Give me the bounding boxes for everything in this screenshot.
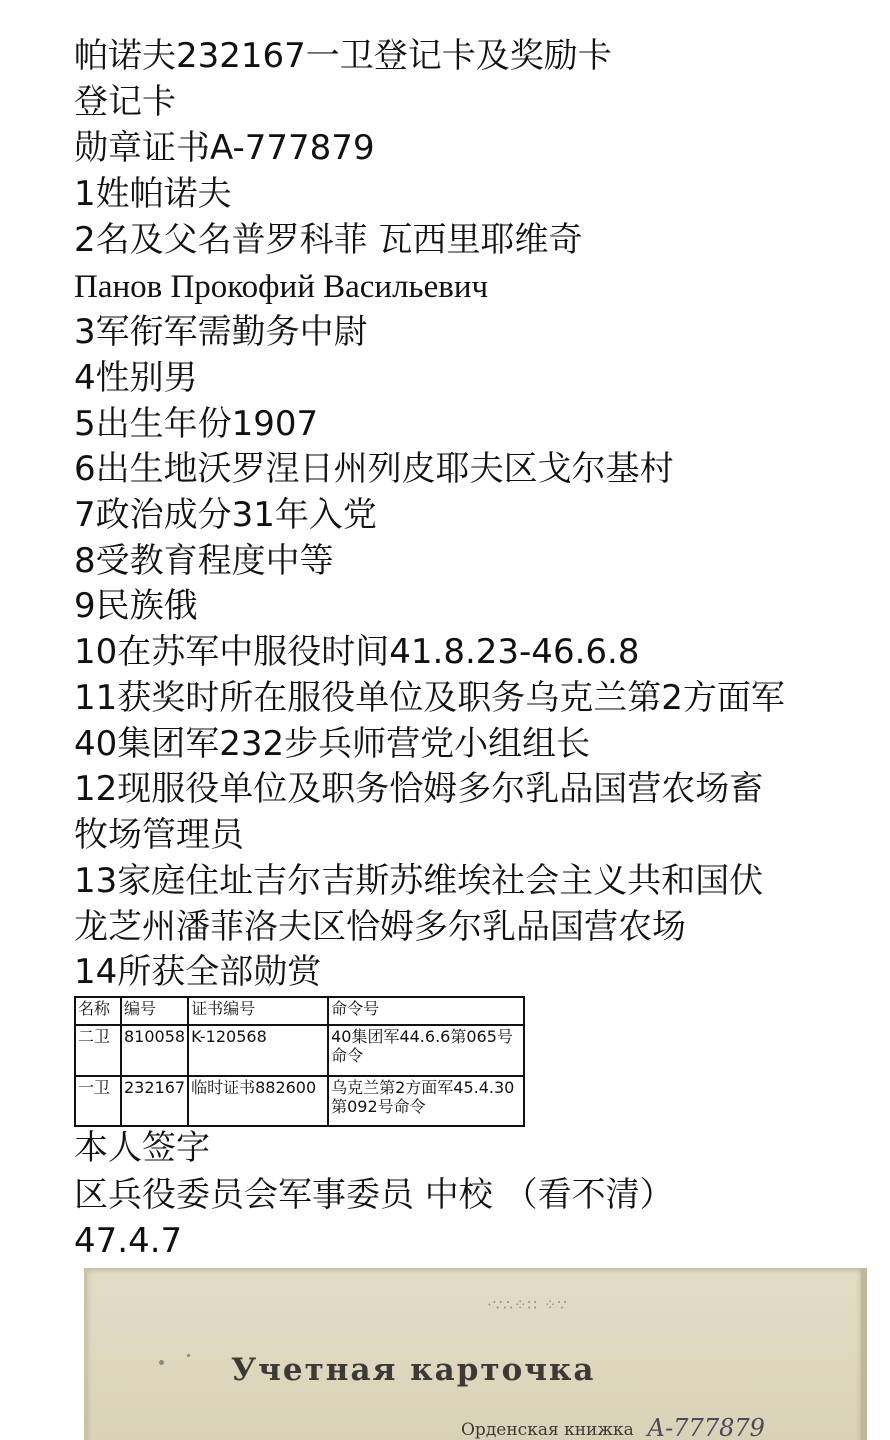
- hole-mark: [187, 1354, 190, 1357]
- field-education: 8受教育程度中等: [74, 541, 334, 581]
- field-sex: 4性别男: [74, 358, 198, 398]
- original-card-photo: [84, 1268, 867, 1440]
- cell-name: 一卫: [75, 1076, 121, 1126]
- field-surname: 1姓帕诺夫: [74, 174, 232, 214]
- field-birthplace: 6出生地沃罗涅日州列皮耶夫区戈尔基村: [74, 449, 674, 489]
- cell-name: 二卫: [75, 1025, 121, 1076]
- hole-mark: [159, 1360, 164, 1365]
- doc-title: 帕诺夫232167一卫登记卡及奖励卡: [74, 36, 612, 76]
- field-current-unit-cont: 牧场管理员: [74, 815, 244, 855]
- field-birth-year: 5出生年份1907: [74, 404, 319, 444]
- field-service-period: 10在苏军中服役时间41.8.23-46.6.8: [74, 632, 640, 672]
- doc-subtitle: 登记卡: [74, 82, 176, 122]
- header-order: 命令号: [328, 997, 524, 1025]
- russian-name: Панов Прокофий Васильевич: [74, 269, 489, 305]
- field-awards-heading: 14所获全部勋赏: [74, 952, 322, 992]
- table-row: [75, 1025, 524, 1076]
- header-cert: 证书编号: [188, 997, 328, 1025]
- awards-table: [74, 996, 525, 1127]
- field-rank: 3军衔军需勤务中尉: [74, 312, 368, 352]
- field-unit-award: 11获奖时所在服役单位及职务乌克兰第2方面军: [74, 678, 785, 718]
- card-handwritten-number: А-777879: [647, 1414, 765, 1440]
- faded-stamp: ·∵∴⁘∷ ⁘∵: [487, 1296, 568, 1314]
- header-name: 名称: [75, 997, 121, 1025]
- header-number: 编号: [121, 997, 188, 1025]
- commissar-line: 区兵役委员会军事委员 中校 （看不清）: [74, 1175, 674, 1215]
- cell-number: 232167: [121, 1076, 188, 1126]
- card-title: Учетная карточка: [231, 1352, 596, 1388]
- field-name-patronymic: 2名及父名普罗科菲 瓦西里耶维奇: [74, 220, 583, 260]
- cell-cert: K-120568: [188, 1025, 328, 1076]
- cell-order: 乌克兰第2方面军45.4.30第092号命令: [328, 1076, 524, 1126]
- cell-order: 40集团军44.6.6第065号命令: [328, 1025, 524, 1076]
- date-line: 47.4.7: [74, 1221, 183, 1261]
- field-nationality: 9民族俄: [74, 586, 198, 626]
- field-party: 7政治成分31年入党: [74, 495, 377, 535]
- card-book-label: Орденская книжка: [461, 1420, 634, 1440]
- cell-cert: 临时证书882600: [188, 1076, 328, 1126]
- cell-number: 810058: [121, 1025, 188, 1076]
- table-row: [75, 1076, 524, 1126]
- field-address: 13家庭住址吉尔吉斯苏维埃社会主义共和国伏: [74, 861, 764, 901]
- field-current-unit: 12现服役单位及职务恰姆多尔乳品国营农场畜: [74, 769, 764, 809]
- table-header-row: [75, 997, 524, 1025]
- signature-label: 本人签字: [74, 1128, 210, 1168]
- field-unit-award-cont: 40集团军232步兵师营党小组组长: [74, 724, 591, 764]
- medal-certificate: 勋章证书A-777879: [74, 128, 375, 168]
- field-address-cont: 龙芝州潘菲洛夫区恰姆多尔乳品国营农场: [74, 907, 686, 947]
